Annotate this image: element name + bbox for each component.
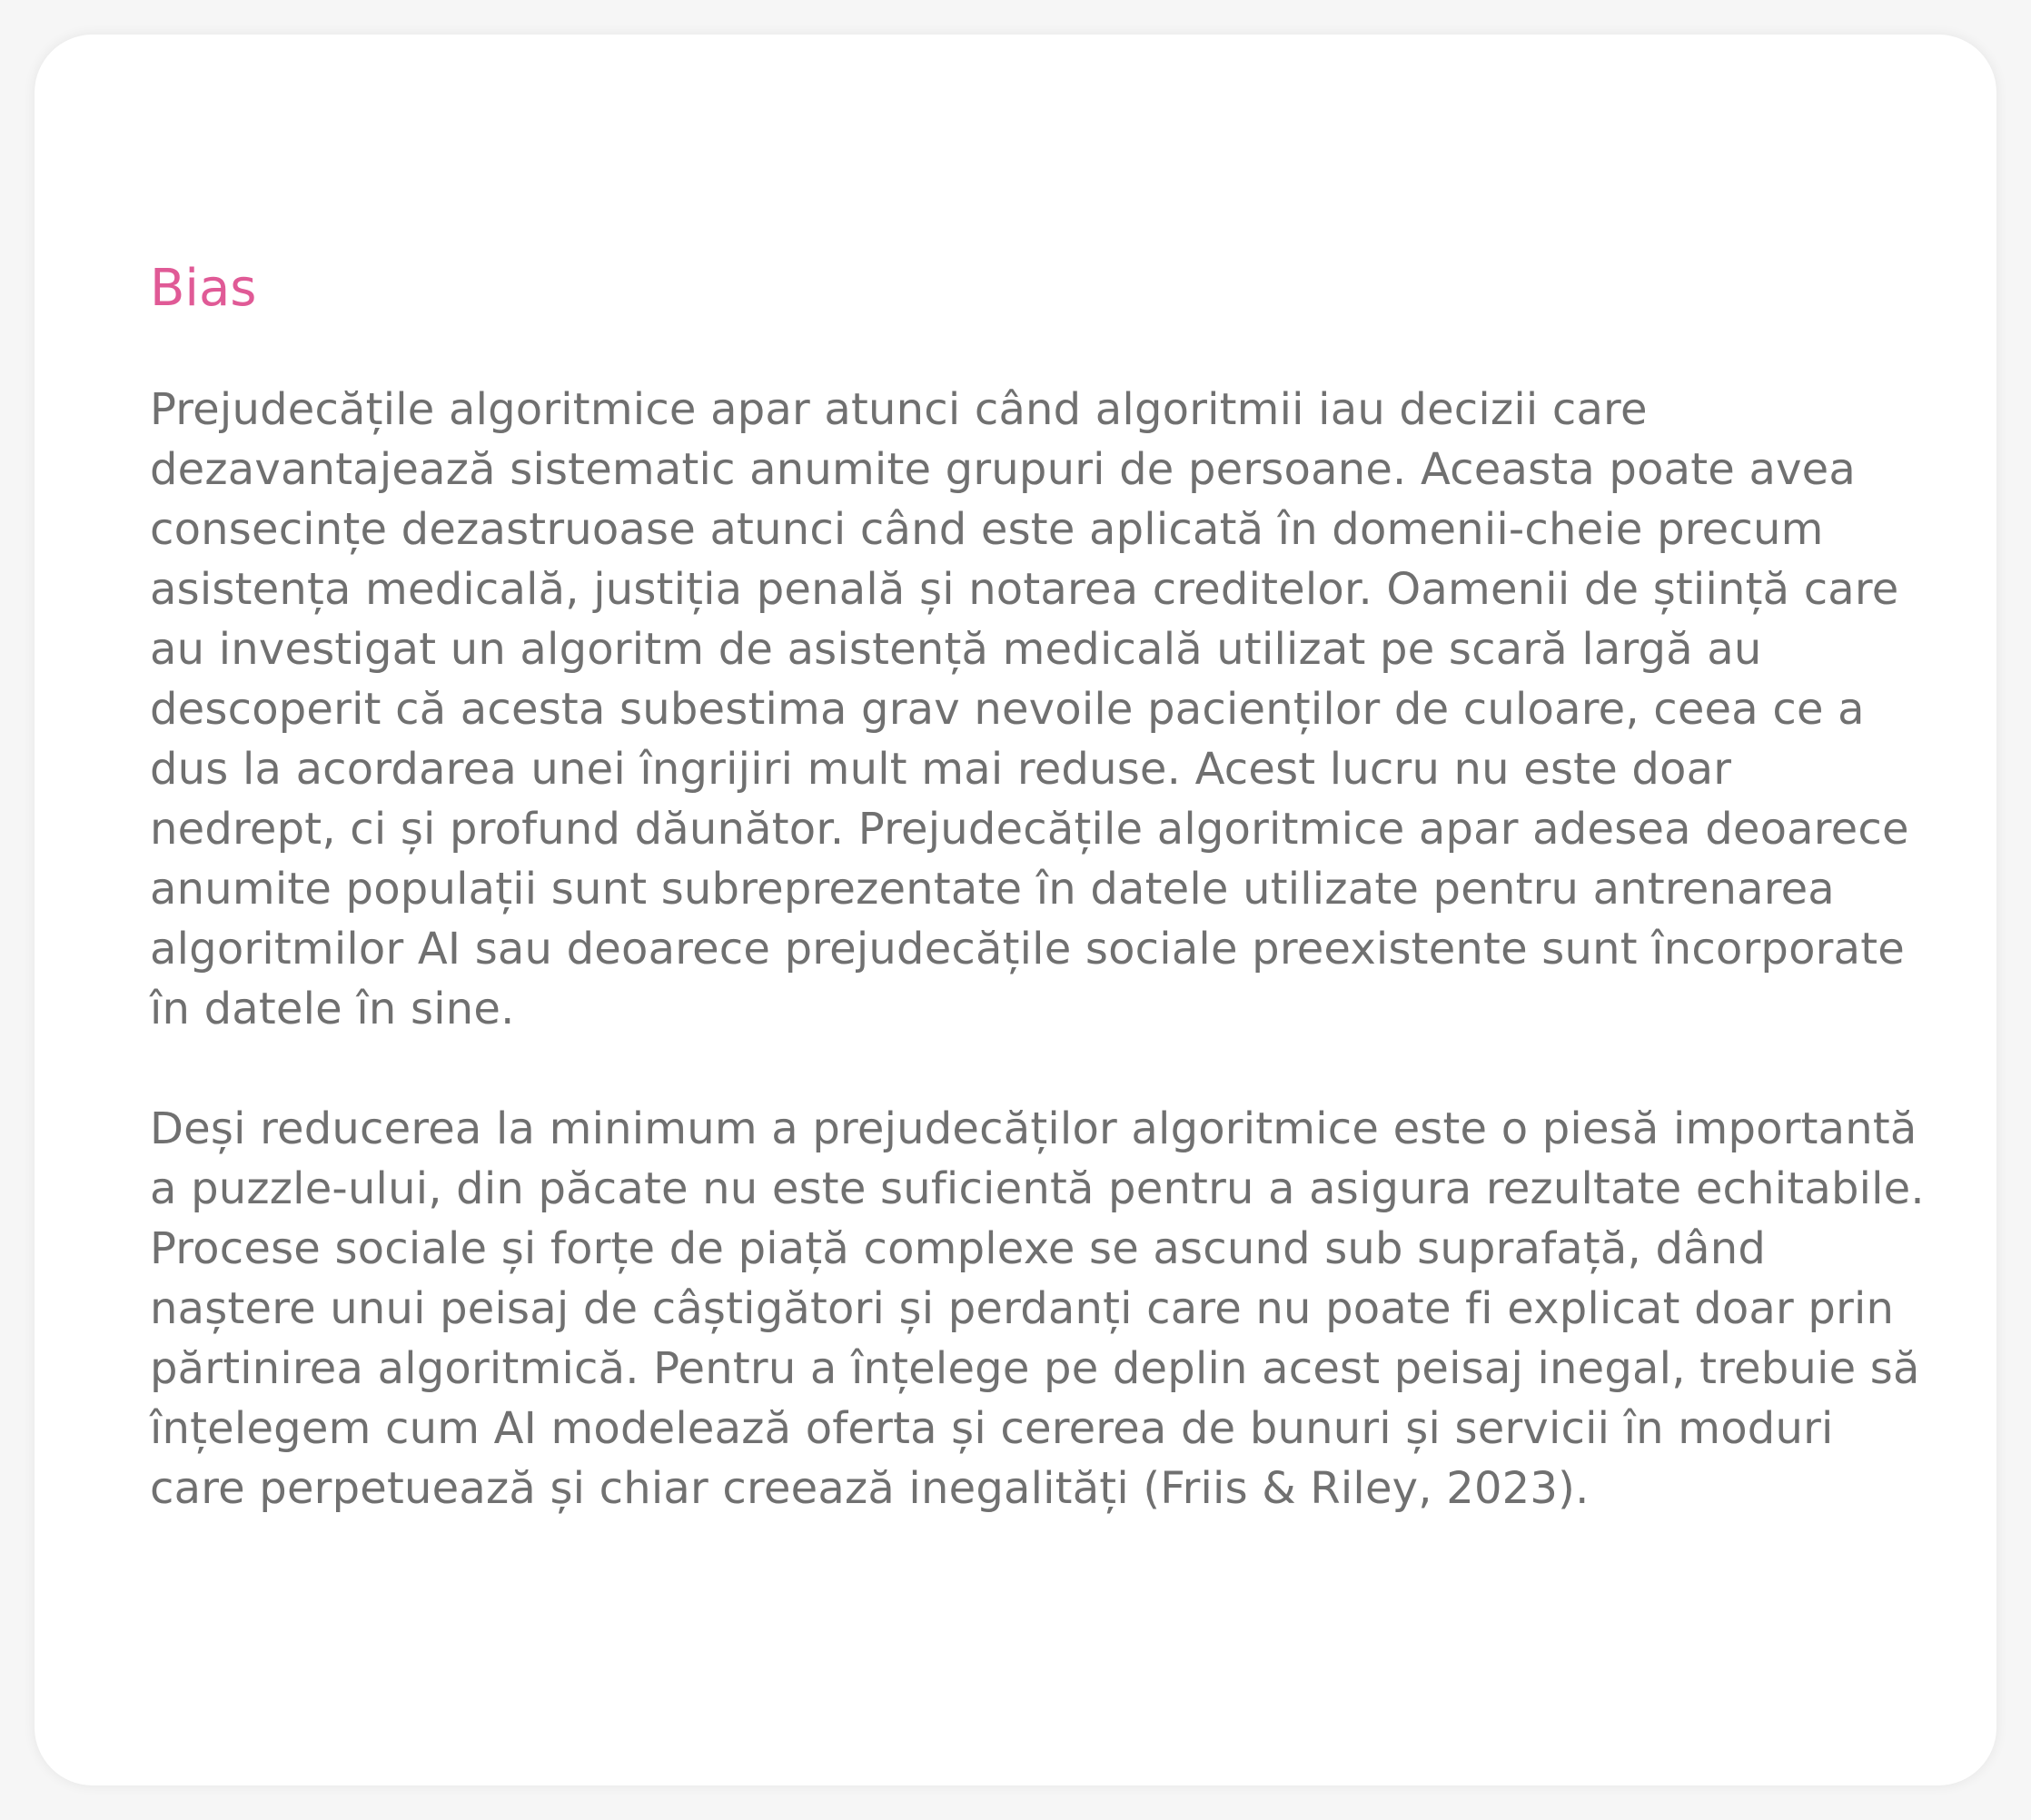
paragraph-2: Deși reducerea la minimum a prejudecăților algoritmice este o piesă importantă a puzzle-ului, din păcate nu este suficientă pentru a asigura rezultate echitabile. Procese sociale și forțe de piață complexe se ascund sub suprafață, dând naștere unui peisaj de câștigători și perdanți care nu poate fi explicat doar prin părtinirea algoritmică. Pentru a înțelege pe deplin acest peisaj inegal, trebuie să înțelegem cum AI modelează oferta și cererea de bunuri și servicii în moduri care perpetuează și chiar creează inegalități (Friis & Riley, 2023). <box>150 1103 1925 1514</box>
content-card <box>35 35 1996 1785</box>
section-title: Bias <box>150 259 257 318</box>
section-content <box>150 252 1930 1518</box>
paragraph-1: Prejudecățile algoritmice apar atunci când algoritmii iau decizii care dezavantajează sistematic anumite grupuri de persoane. Aceasta poate avea consecințe dezastruoase atunci când este aplicată în domenii-cheie precum asistența medicală, justiția penală și notarea creditelor. Oamenii de știință care au investigat un algoritm de asistență medicală utilizat pe scară largă au descoperit că acesta subestima grav nevoile pacienților de culoare, ceea ce a dus la acordarea unei îngrijiri mult mai reduse. Acest lucru nu este doar nedrept, ci și profund dăunător. Prejudecățile algoritmice apar adesea deoarece anumite populații sunt subreprezentate în datele utilizate pentru antrenarea algoritmilor AI sau deoarece prejudecățile sociale preexistente sunt încorporate în datele în sine. <box>150 384 1909 1034</box>
